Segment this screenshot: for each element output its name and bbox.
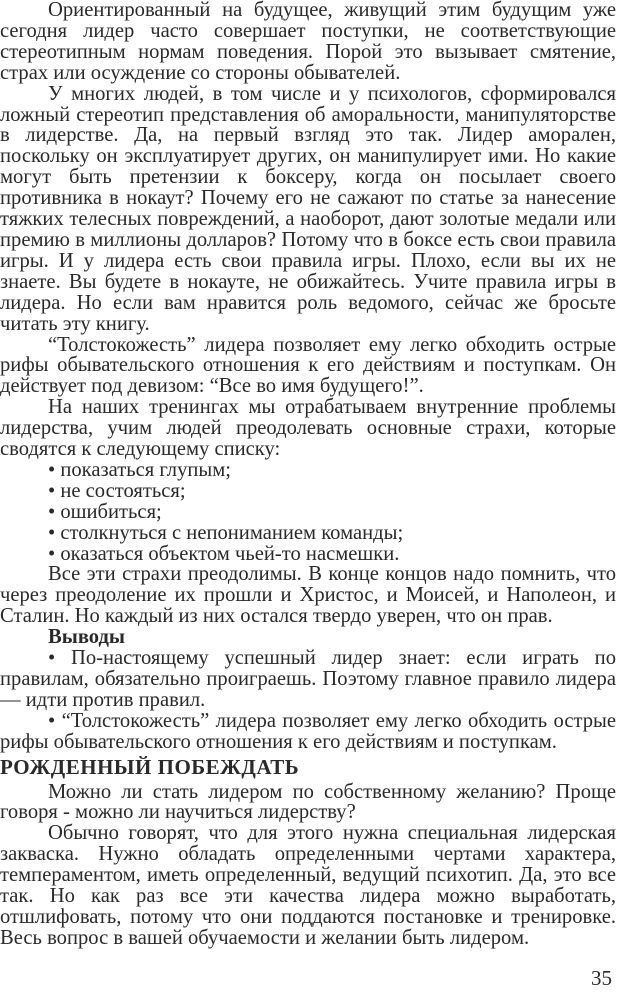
paragraph-learn-leadership: Можно ли стать лидером по собственному желанию? Проще говоря - можно ли научиться лидерству? xyxy=(0,780,616,824)
list-item: • ошибиться; xyxy=(48,500,162,523)
list-item: • не состояться; xyxy=(48,479,186,502)
section-heading: РОЖДЕННЫЙ ПОБЕЖДАТЬ xyxy=(0,754,300,779)
paragraph-amorality-stereotype: У многих людей, в том числе и у психологов, сформировался ложный стереотип представления об аморальности, манипуляторстве в лидерстве. Да, на первый взгляд это так. Лидер аморален, поскольку он эксплуатирует других, он манипулирует ими. Но какие могут быть претензии к боксеру, когда он посылает своего противника в нокаут? Почему его не сажают по статье за нанесение тяжких телесных повреждений, а наоборот, дают золотые медали или премию в миллионы долларов? Потому что в боксе есть свои правила игры. И у лидера есть свои правила игры. Плохо, если вы их не знаете. Вы будете в нокауте, не обижайтесь. Учите правила игры в лидера. Но если вам нравится роль ведомого, сейчас же бросьте читать эту книгу. xyxy=(0,82,616,335)
conclusions-title: Выводы xyxy=(48,626,125,649)
conclusion-item: • “Толстокожесть” лидера позволяет ему легко обходить острые рифы обывательского отношения к его действиям и поступкам. xyxy=(0,709,616,753)
fears-list xyxy=(0,460,616,565)
page-number: 35 xyxy=(591,966,612,990)
paragraph-trainings: На наших тренингах мы отрабатываем внутренние проблемы лидерства, учим людей преодолевать основные страхи, которые сводятся к следующему списку: xyxy=(0,396,616,461)
paragraph-thick-skin: “Толстокожесть” лидера позволяет ему легко обходить острые рифы обывательского отношения к его действиям и поступкам. Он действует под девизом: “Все во имя будущего!”. xyxy=(0,333,616,398)
list-item: • оказаться объектом чьей-то насмешки. xyxy=(48,542,400,565)
conclusion-item: • По-настоящему успешный лидер знает: если играть по правилам, обязательно проиграешь. Поэтому главное правило лидера — идти против правил. xyxy=(0,647,616,711)
paragraph-future-leader: Ориентированный на будущее, живущий этим будущим уже сегодня лидер часто совершает поступки, не соответствующие стереотипным нормам поведения. Порой это вызывает смятение, страх или осуждение со стороны обывателей. xyxy=(0,0,616,84)
list-item: • столкнуться с непониманием команды; xyxy=(48,521,404,544)
paragraph-fears-surmountable: Все эти страхи преодолимы. В конце концов надо помнить, что через преодоление их прошли и Христос, и Моисей, и Наполеон, и Сталин. Но каждый из них остался твердо уверен, что он прав. xyxy=(0,563,616,628)
list-item: • показаться глупым; xyxy=(48,458,231,481)
paragraph-leader-qualities: Обычно говорят, что для этого нужна специальная лидерская закваска. Нужно обладать определенными чертами характера, темпераментом, иметь определенный, ведущий психотип. Да, это все так. Но как раз все эти качества лидера можно выработать, отшлифовать, потому что они поддаются постановке и тренировке. Весь вопрос в вашей обучаемости и желании быть лидером. xyxy=(0,822,616,949)
